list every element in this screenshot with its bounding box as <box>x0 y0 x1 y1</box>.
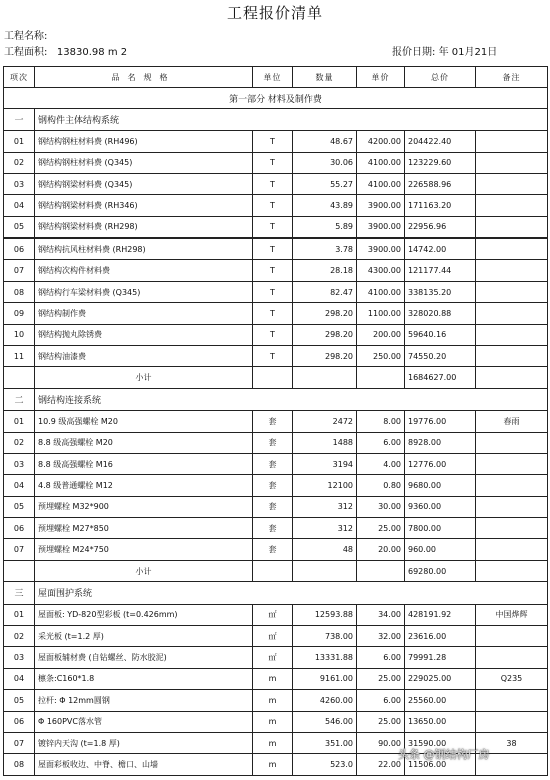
row-price: 4100.00 <box>357 281 405 302</box>
row-remark <box>476 260 548 281</box>
row-name: 8.8 级高强螺栓 M20 <box>35 432 253 453</box>
row-price: 22.00 <box>357 754 405 776</box>
watermark: 头条 @钢结构厂房 <box>398 748 490 761</box>
row-qty: 28.18 <box>293 260 357 281</box>
table-row <box>4 152 548 173</box>
row-price: 1100.00 <box>357 303 405 324</box>
row-qty: 298.20 <box>293 303 357 324</box>
row-remark <box>476 690 548 711</box>
row-name: 檩条:C160*1.8 <box>35 668 253 689</box>
row-total: 12776.00 <box>405 453 476 474</box>
row-qty: 48.67 <box>293 131 357 152</box>
row-remark <box>476 324 548 345</box>
row-qty: 351.00 <box>293 732 357 753</box>
row-total: 338135.20 <box>405 281 476 302</box>
row-qty: 3194 <box>293 453 357 474</box>
table-row <box>4 238 548 260</box>
row-remark <box>476 173 548 194</box>
row-name: 钢结构抛丸除锈费 <box>35 324 253 345</box>
row-price: 25.00 <box>357 711 405 732</box>
table-row <box>4 626 548 647</box>
row-unit: m <box>253 690 293 711</box>
row-total: 204422.40 <box>405 131 476 152</box>
row-no: 03 <box>4 453 35 474</box>
table-row <box>4 281 548 302</box>
row-unit: T <box>253 345 293 366</box>
row-unit: T <box>253 131 293 152</box>
row-unit: T <box>253 324 293 345</box>
row-qty: 5.89 <box>293 216 357 238</box>
row-no: 04 <box>4 195 35 216</box>
header-qty: 数量 <box>293 67 357 88</box>
row-price: 4.00 <box>357 453 405 474</box>
row-remark <box>476 453 548 474</box>
subtotal-value: 69280.00 <box>405 560 476 581</box>
row-total: 960.00 <box>405 539 476 560</box>
row-no: 05 <box>4 216 35 238</box>
date-value: 年 01月21日 <box>438 47 498 58</box>
row-qty: 738.00 <box>293 626 357 647</box>
row-price: 4100.00 <box>357 173 405 194</box>
project-name-line <box>4 30 47 43</box>
row-remark <box>476 303 548 324</box>
subtotal-blank <box>357 367 405 388</box>
row-no: 06 <box>4 238 35 260</box>
row-unit: T <box>253 238 293 260</box>
subtotal-row <box>4 560 548 581</box>
row-price: 6.00 <box>357 690 405 711</box>
area-label: 工程面积: <box>4 47 48 58</box>
row-total: 328020.88 <box>405 303 476 324</box>
subtotal-blank <box>357 560 405 581</box>
row-name: 屋面板辅材费 (自钻螺丝、防水胶泥) <box>35 647 253 668</box>
row-total: 59640.16 <box>405 324 476 345</box>
row-price: 3900.00 <box>357 238 405 260</box>
row-total: 31590.00 <box>405 732 476 753</box>
row-name: 采光板 (t=1.2 厚) <box>35 626 253 647</box>
row-qty: 55.27 <box>293 173 357 194</box>
row-no: 01 <box>4 131 35 152</box>
row-remark: 38 <box>476 732 548 753</box>
row-no: 07 <box>4 732 35 753</box>
row-qty: 312 <box>293 496 357 517</box>
row-no: 07 <box>4 539 35 560</box>
project-area-line <box>4 46 127 59</box>
row-unit: 套 <box>253 518 293 539</box>
subtotal-blank <box>4 367 35 388</box>
quote-date-line <box>392 46 497 59</box>
row-no: 03 <box>4 647 35 668</box>
table-row <box>4 496 548 517</box>
row-price: 34.00 <box>357 604 405 625</box>
row-qty: 48 <box>293 539 357 560</box>
table-header-row <box>4 67 548 88</box>
row-total: 7800.00 <box>405 518 476 539</box>
row-price: 250.00 <box>357 345 405 366</box>
row-remark <box>476 626 548 647</box>
row-unit: m <box>253 668 293 689</box>
row-remark <box>476 539 548 560</box>
row-remark <box>476 475 548 496</box>
row-name: 屋面彩板收边、中脊、檐口、山墙 <box>35 754 253 776</box>
row-total: 121177.44 <box>405 260 476 281</box>
row-no: 06 <box>4 711 35 732</box>
row-total: 171163.20 <box>405 195 476 216</box>
table-row <box>4 453 548 474</box>
subtotal-value: 1684627.00 <box>405 367 476 388</box>
row-remark <box>476 345 548 366</box>
section-index: 二 <box>4 388 35 410</box>
header-name: 品名规格 <box>35 67 253 88</box>
row-unit: T <box>253 195 293 216</box>
row-remark: 中国烨辉 <box>476 604 548 625</box>
table-row <box>4 711 548 732</box>
table-row <box>4 668 548 689</box>
row-remark <box>476 152 548 173</box>
table-row <box>4 260 548 281</box>
row-no: 04 <box>4 475 35 496</box>
row-total: 123229.60 <box>405 152 476 173</box>
row-remark: 春雨 <box>476 411 548 432</box>
row-total: 25560.00 <box>405 690 476 711</box>
row-unit: m <box>253 711 293 732</box>
row-unit: 套 <box>253 432 293 453</box>
row-remark <box>476 711 548 732</box>
table-row <box>4 216 548 238</box>
row-name: 屋面板: YD-820型彩板 (t=0.426mm) <box>35 604 253 625</box>
part-title: 第一部分 材料及制作费 <box>4 88 548 108</box>
row-total: 13650.00 <box>405 711 476 732</box>
row-unit: 套 <box>253 539 293 560</box>
table-row <box>4 432 548 453</box>
row-name: 10.9 级高强螺栓 M20 <box>35 411 253 432</box>
row-unit: 套 <box>253 496 293 517</box>
header-total: 总价 <box>405 67 476 88</box>
row-total: 226588.96 <box>405 173 476 194</box>
subtotal-label: 小计 <box>35 367 253 388</box>
row-total: 14742.00 <box>405 238 476 260</box>
row-name: 钢结构行车梁材料费 (Q345) <box>35 281 253 302</box>
section-header-row <box>4 108 548 130</box>
row-price: 8.00 <box>357 411 405 432</box>
table-row <box>4 411 548 432</box>
row-total: 229025.00 <box>405 668 476 689</box>
table-row <box>4 173 548 194</box>
row-no: 02 <box>4 152 35 173</box>
row-qty: 9161.00 <box>293 668 357 689</box>
subtotal-blank <box>293 367 357 388</box>
header-unit: 单位 <box>253 67 293 88</box>
row-qty: 312 <box>293 518 357 539</box>
subtotal-blank <box>293 560 357 581</box>
row-remark <box>476 131 548 152</box>
row-unit: ㎡ <box>253 604 293 625</box>
row-no: 05 <box>4 690 35 711</box>
subtotal-label: 小计 <box>35 560 253 581</box>
row-remark <box>476 216 548 238</box>
row-unit: m <box>253 754 293 776</box>
row-name: 钢结构钢梁材料费 (Q345) <box>35 173 253 194</box>
section-title: 钢结构连接系统 <box>35 388 548 410</box>
area-value: 13830.98 m 2 <box>56 47 128 58</box>
row-name: 钢结构钢梁材料费 (RH298) <box>35 216 253 238</box>
part-title-row <box>4 88 548 108</box>
section-index: 一 <box>4 108 35 130</box>
row-remark <box>476 195 548 216</box>
table-row <box>4 518 548 539</box>
row-qty: 12100 <box>293 475 357 496</box>
row-name: 钢结构次构件材料费 <box>35 260 253 281</box>
row-unit: ㎡ <box>253 647 293 668</box>
row-price: 20.00 <box>357 539 405 560</box>
row-name: 预埋螺栓 M27*850 <box>35 518 253 539</box>
subtotal-blank <box>4 560 35 581</box>
row-qty: 298.20 <box>293 345 357 366</box>
row-unit: T <box>253 173 293 194</box>
row-name: 预埋螺栓 M24*750 <box>35 539 253 560</box>
row-name: 钢结构钢梁材料费 (RH346) <box>35 195 253 216</box>
table-row <box>4 324 548 345</box>
row-total: 79991.28 <box>405 647 476 668</box>
row-name: 钢结构钢柱材料费 (RH496) <box>35 131 253 152</box>
section-index: 三 <box>4 582 35 604</box>
row-remark <box>476 238 548 260</box>
row-name: 钢结构钢柱材料费 (Q345) <box>35 152 253 173</box>
row-price: 30.00 <box>357 496 405 517</box>
quote-table <box>3 66 548 776</box>
row-price: 4200.00 <box>357 131 405 152</box>
table-row <box>4 539 548 560</box>
subtotal-blank <box>253 367 293 388</box>
row-name: 镀锌内天沟 (t=1.8 厚) <box>35 732 253 753</box>
row-no: 06 <box>4 518 35 539</box>
row-qty: 30.06 <box>293 152 357 173</box>
row-no: 09 <box>4 303 35 324</box>
table-row <box>4 345 548 366</box>
row-name: 钢结构油漆费 <box>35 345 253 366</box>
row-total: 22956.96 <box>405 216 476 238</box>
header-index: 项次 <box>4 67 35 88</box>
row-price: 25.00 <box>357 518 405 539</box>
row-no: 03 <box>4 173 35 194</box>
table-row <box>4 131 548 152</box>
row-unit: ㎡ <box>253 626 293 647</box>
row-price: 4100.00 <box>357 152 405 173</box>
row-qty: 1488 <box>293 432 357 453</box>
row-remark <box>476 281 548 302</box>
row-total: 23616.00 <box>405 626 476 647</box>
section-header-row <box>4 388 548 410</box>
row-price: 6.00 <box>357 647 405 668</box>
page-title: 工程报价清单 <box>226 4 323 22</box>
row-unit: T <box>253 216 293 238</box>
date-label: 报价日期: <box>392 47 436 58</box>
row-price: 3900.00 <box>357 195 405 216</box>
row-name: 预埋螺栓 M32*900 <box>35 496 253 517</box>
row-no: 11 <box>4 345 35 366</box>
row-qty: 298.20 <box>293 324 357 345</box>
subtotal-blank <box>476 560 548 581</box>
row-remark: Q235 <box>476 668 548 689</box>
row-price: 0.80 <box>357 475 405 496</box>
row-no: 08 <box>4 281 35 302</box>
row-unit: T <box>253 260 293 281</box>
row-no: 05 <box>4 496 35 517</box>
table-row <box>4 475 548 496</box>
row-no: 02 <box>4 432 35 453</box>
project-name-label: 工程名称: <box>4 31 48 42</box>
row-no: 01 <box>4 604 35 625</box>
table-row <box>4 690 548 711</box>
row-qty: 523.0 <box>293 754 357 776</box>
row-unit: 套 <box>253 475 293 496</box>
section-header-row <box>4 582 548 604</box>
row-total: 74550.20 <box>405 345 476 366</box>
row-name: Φ 160PVC落水管 <box>35 711 253 732</box>
row-qty: 13331.88 <box>293 647 357 668</box>
header-remark: 备注 <box>476 67 548 88</box>
row-qty: 2472 <box>293 411 357 432</box>
header-price: 单价 <box>357 67 405 88</box>
row-name: 钢结构制作费 <box>35 303 253 324</box>
row-no: 08 <box>4 754 35 776</box>
row-total: 9360.00 <box>405 496 476 517</box>
row-name: 4.8 级普通螺栓 M12 <box>35 475 253 496</box>
table-row <box>4 195 548 216</box>
row-total: 428191.92 <box>405 604 476 625</box>
row-price: 32.00 <box>357 626 405 647</box>
table-row <box>4 604 548 625</box>
row-total: 11506.00 <box>405 754 476 776</box>
row-qty: 3.78 <box>293 238 357 260</box>
section-title: 钢构件主体结构系统 <box>35 108 548 130</box>
row-unit: m <box>253 732 293 753</box>
row-price: 25.00 <box>357 668 405 689</box>
row-qty: 546.00 <box>293 711 357 732</box>
row-no: 04 <box>4 668 35 689</box>
row-name: 8.8 级高强螺栓 M16 <box>35 453 253 474</box>
row-total: 8928.00 <box>405 432 476 453</box>
row-remark <box>476 647 548 668</box>
row-qty: 4260.00 <box>293 690 357 711</box>
subtotal-blank <box>476 367 548 388</box>
row-no: 07 <box>4 260 35 281</box>
row-unit: T <box>253 152 293 173</box>
row-no: 02 <box>4 626 35 647</box>
row-qty: 82.47 <box>293 281 357 302</box>
row-unit: T <box>253 303 293 324</box>
row-remark <box>476 496 548 517</box>
table-row <box>4 647 548 668</box>
row-no: 10 <box>4 324 35 345</box>
row-total: 9680.00 <box>405 475 476 496</box>
row-unit: 套 <box>253 411 293 432</box>
subtotal-row <box>4 367 548 388</box>
row-total: 19776.00 <box>405 411 476 432</box>
subtotal-blank <box>253 560 293 581</box>
row-name: 拉杆: Φ 12mm圆钢 <box>35 690 253 711</box>
row-price: 200.00 <box>357 324 405 345</box>
row-qty: 43.89 <box>293 195 357 216</box>
row-price: 6.00 <box>357 432 405 453</box>
row-no: 01 <box>4 411 35 432</box>
row-price: 3900.00 <box>357 216 405 238</box>
row-name: 钢结构抗风柱材料费 (RH298) <box>35 238 253 260</box>
row-qty: 12593.88 <box>293 604 357 625</box>
table-row <box>4 303 548 324</box>
section-title: 屋面围护系统 <box>35 582 548 604</box>
row-unit: T <box>253 281 293 302</box>
row-unit: 套 <box>253 453 293 474</box>
row-price: 90.00 <box>357 732 405 753</box>
row-remark <box>476 432 548 453</box>
row-remark <box>476 518 548 539</box>
row-price: 4300.00 <box>357 260 405 281</box>
